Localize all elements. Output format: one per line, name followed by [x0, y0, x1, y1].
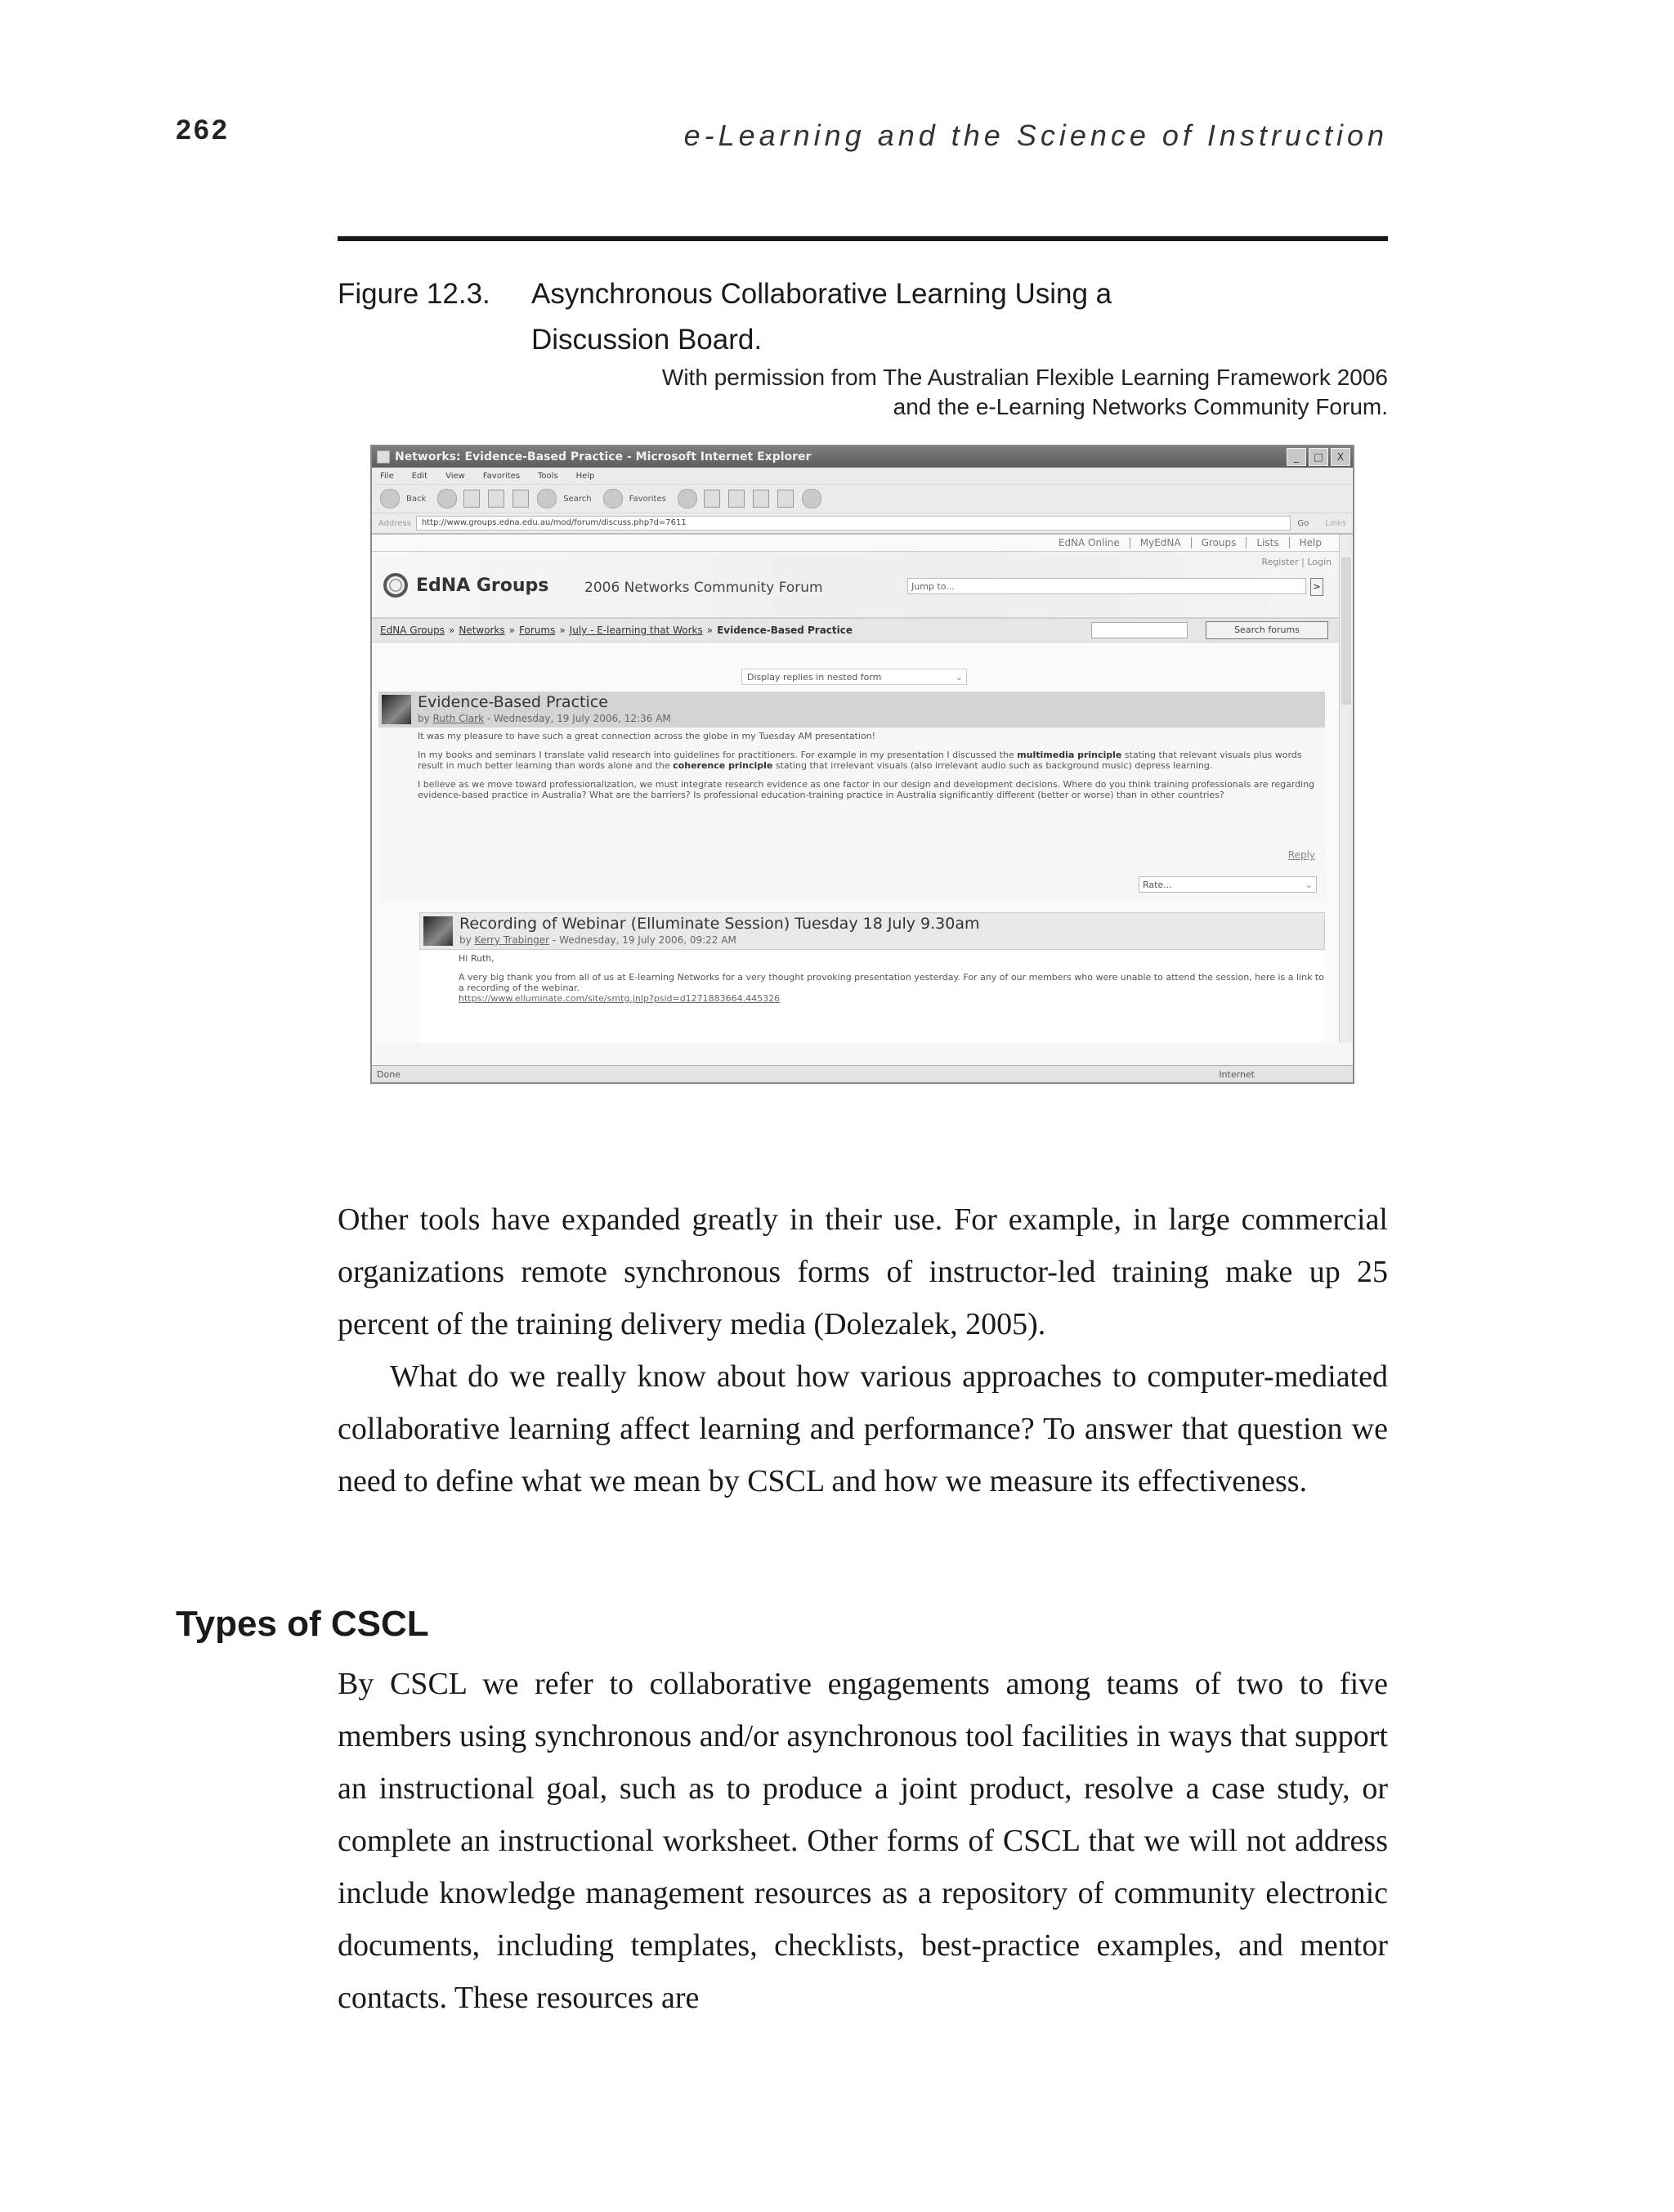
forward-icon[interactable]	[437, 489, 457, 508]
body-paragraphs-2	[338, 1658, 1388, 2024]
section-heading: Types of CSCL	[176, 1604, 429, 1644]
header-rule	[338, 236, 1388, 241]
post-greeting: Hi Ruth,	[459, 953, 495, 964]
post-byline: by Ruth Clark - Wednesday, 19 July 2006, 12:36 AM	[418, 713, 671, 724]
forum-post	[378, 692, 1325, 902]
forum-name: 2006 Networks Community Forum	[584, 580, 823, 596]
breadcrumb-networks[interactable]: Networks	[459, 625, 505, 636]
search-button[interactable]: Search	[563, 494, 592, 504]
menu-tools[interactable]: Tools	[538, 471, 558, 481]
scrollbar-thumb[interactable]	[1341, 557, 1351, 705]
post-paragraph: I believe as we move toward professionalization, we must integrate research evidence as one factor in our design and development decisions. Where do you think training professionals are regarding evidence-based practice in Australia? What are the barriers? Is professional education-training practice in Australia significantly different (better or worse) than in other countries?	[418, 779, 1315, 800]
word-edit-icon[interactable]	[753, 490, 769, 508]
breadcrumb: EdNA Groups » Networks » Forums » July - E-learning that Works » Evidence-Based Practice Search forums	[372, 619, 1353, 643]
login-link[interactable]: Login	[1307, 557, 1332, 567]
figure-title-line2: Discussion Board.	[531, 324, 763, 356]
post-header	[378, 692, 1325, 728]
back-button[interactable]: Back	[406, 494, 427, 504]
figure-caption	[338, 271, 1388, 422]
edna-logo[interactable]	[383, 573, 548, 598]
go-button[interactable]: Go	[1297, 518, 1309, 528]
register-login: Register | Login	[1261, 557, 1332, 567]
post-paragraph: In my books and seminars I translate valid research into guidelines for practitioners. For example in my presentation I discussed the multimedia principle stating that relevant visuals plus words result in much better learning than words alone and the coherence principle stating that irrelevant visuals (also irrelevant audio such as background music) depress learning.	[418, 750, 1302, 771]
post-body	[419, 950, 1325, 1043]
body-paragraphs-1	[338, 1193, 1388, 1507]
status-bar	[372, 1065, 1353, 1082]
register-link[interactable]: Register	[1261, 557, 1299, 567]
nav-help[interactable]: Help	[1289, 537, 1332, 549]
favorites-star-icon[interactable]	[603, 489, 623, 508]
post-paragraph: It was my pleasure to have such a great connection across the globe in my Tuesday AM presentation!	[418, 731, 876, 741]
chevron-down-icon: ⌄	[955, 672, 963, 683]
figure-credit-line2: and the e-Learning Networks Community Forum.	[893, 394, 1388, 419]
menu-favorites[interactable]: Favorites	[482, 471, 521, 481]
display-mode-select[interactable]: Display replies in nested form ⌄	[741, 669, 967, 685]
running-head: e-Learning and the Science of Instruction	[683, 119, 1388, 152]
paragraph: Other tools have expanded greatly in their use. For example, in large commercial organizations remote synchronous forms of instructor-led training make up 25 percent of the training delivery media (Dolezalek, 2005).	[338, 1202, 1388, 1341]
refresh-icon[interactable]	[488, 490, 504, 508]
jump-go-button[interactable]: >	[1310, 578, 1323, 596]
breadcrumb-current: Evidence-Based Practice	[717, 625, 853, 636]
figure-label: Figure 12.3.	[338, 278, 490, 310]
reply-link[interactable]: Reply	[1287, 849, 1315, 861]
favorites-button[interactable]: Favorites	[629, 494, 666, 504]
address-bar	[372, 513, 1353, 535]
mail-icon[interactable]	[704, 490, 720, 508]
nav-groups[interactable]: Groups	[1191, 537, 1247, 549]
history-icon[interactable]	[678, 489, 697, 508]
breadcrumb-july[interactable]: July - E-learning that Works	[569, 625, 703, 636]
paragraph: What do we really know about how various approaches to computer-mediated collaborative learning affect learning and performance? To answer that question we need to define what we mean by CSCL and how we measure its effectiveness.	[338, 1359, 1388, 1498]
author-avatar[interactable]	[423, 916, 453, 946]
site-header	[372, 552, 1353, 619]
nav-lists[interactable]: Lists	[1246, 537, 1288, 549]
messenger-icon[interactable]	[802, 489, 821, 508]
recording-link[interactable]: https://www.elluminate.com/site/smtg.jnlp?psid=d1271883664.445326	[459, 993, 781, 1004]
forum-search-input[interactable]	[1091, 622, 1188, 638]
author-link[interactable]: Ruth Clark	[432, 713, 485, 724]
author-link[interactable]: Kerry Trabinger	[474, 934, 550, 946]
menu-view[interactable]: View	[445, 471, 465, 481]
address-label: Address	[378, 518, 411, 528]
rate-select[interactable]: Rate... ⌄	[1139, 876, 1317, 893]
print-icon[interactable]	[728, 490, 745, 508]
forum-page	[372, 535, 1353, 1043]
figure-credit-line1: With permission from The Australian Flexible Learning Framework 2006	[661, 365, 1388, 390]
close-button[interactable]: X	[1331, 448, 1350, 466]
post-paragraph: A very big thank you from all of us at E-learning Networks for a very thought provoking presentation yesterday. For any of our members who were unable to attend the session, here is a link to a recording of the webinar.	[459, 972, 1324, 993]
search-icon[interactable]	[537, 489, 557, 508]
browser-toolbar	[372, 485, 1353, 513]
window-titlebar	[372, 446, 1353, 468]
post-body	[378, 728, 1325, 902]
window-title: Networks: Evidence-Based Practice - Microsoft Internet Explorer	[395, 450, 812, 463]
post-header	[419, 912, 1325, 950]
search-forums-button[interactable]: Search forums	[1206, 621, 1328, 639]
logo-text: EdNA Groups	[416, 575, 549, 596]
breadcrumb-forums[interactable]: Forums	[519, 625, 556, 636]
forum-post-reply	[419, 912, 1325, 1043]
chevron-down-icon: ⌄	[1305, 880, 1313, 890]
post-byline: by Kerry Trabinger - Wednesday, 19 July 2006, 09:22 AM	[459, 934, 736, 946]
edna-logo-icon	[383, 573, 408, 598]
vertical-scrollbar[interactable]	[1339, 535, 1353, 1043]
menu-bar	[372, 468, 1353, 485]
back-icon[interactable]	[380, 489, 400, 508]
ie-page-icon	[377, 450, 390, 463]
page-number: 262	[176, 114, 230, 146]
home-icon[interactable]	[512, 490, 529, 508]
post-subject: Evidence-Based Practice	[418, 693, 608, 711]
nav-edna-online[interactable]: EdNA Online	[1058, 537, 1120, 549]
security-zone: Internet	[1219, 1068, 1255, 1080]
links-button[interactable]: Links	[1325, 518, 1346, 528]
stop-icon[interactable]	[463, 490, 480, 508]
menu-file[interactable]: File	[380, 471, 394, 481]
menu-help[interactable]: Help	[575, 471, 595, 481]
status-text: Done	[377, 1068, 401, 1080]
jump-to-select[interactable]: Jump to...	[907, 578, 1306, 594]
figure-title-line1: Asynchronous Collaborative Learning Using a	[531, 278, 1112, 310]
minimize-button[interactable]: _	[1287, 448, 1306, 466]
site-top-nav	[372, 535, 1353, 552]
discuss-icon[interactable]	[777, 490, 794, 508]
author-avatar[interactable]	[382, 695, 411, 724]
paragraph: By CSCL we refer to collaborative engagements among teams of two to five members using synchronous and/or asynchronous tool facilities in ways that support an instructional goal, such as to produce a joint product, resolve a case study, or complete an instructional worksheet. Other forms of CSCL that we will not address include knowledge management resources as a repository of community electronic documents, including templates, checklists, best-practice examples, and mentor contacts. These resources are	[338, 1667, 1388, 2015]
post-subject: Recording of Webinar (Elluminate Session) Tuesday 18 July 9.30am	[459, 915, 980, 933]
browser-screenshot	[370, 445, 1354, 1084]
nav-myedna[interactable]: MyEdNA	[1130, 537, 1191, 549]
address-input[interactable]: http://www.groups.edna.edu.au/mod/forum/discuss.php?d=7611	[416, 516, 1291, 531]
menu-edit[interactable]: Edit	[411, 471, 428, 481]
maximize-button[interactable]: □	[1309, 448, 1328, 466]
breadcrumb-edna-groups[interactable]: EdNA Groups	[380, 625, 445, 636]
